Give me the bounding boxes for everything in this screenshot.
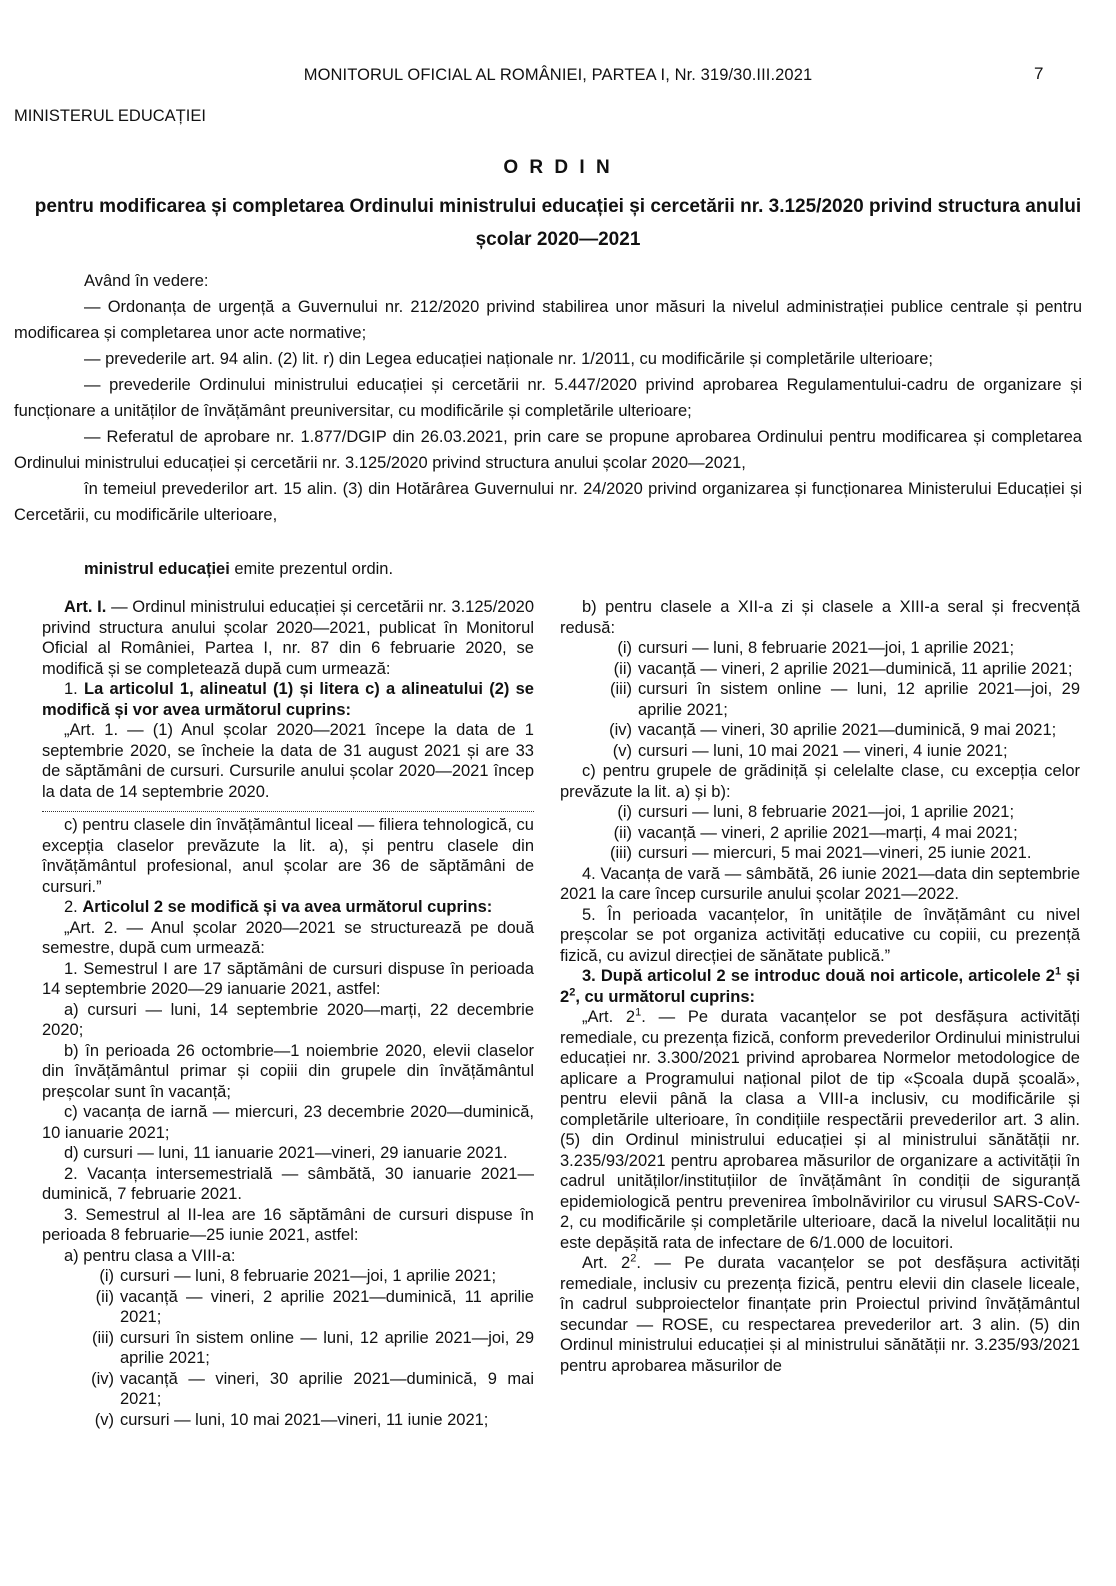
list-item <box>560 659 1080 680</box>
semester-1-b: b) în perioada 26 octombrie—1 noiembrie 2020, elevii claselor din învățământul primar și copiii din grupele din învățământul preșcolar sunt în vacanță; <box>42 1041 534 1101</box>
item-text: cursuri — luni, 8 februarie 2021—joi, 1 aprilie 2021; <box>638 803 1015 821</box>
article-text: — Ordinul ministrului educației și cercetării nr. 3.125/2020 privind structura anului școlar 2020—2021, publicat în Monitorul Oficial al României, Partea I, nr. 87 din 6 februarie 2020, se modifică și se completează după cum urmează: <box>42 598 534 678</box>
item-text: cursuri în sistem online — luni, 12 aprilie 2021—joi, 29 aprilie 2021; <box>638 680 1080 719</box>
point-heading: , cu următorul cuprins: <box>575 987 755 1006</box>
issuing-ministry: MINISTERUL EDUCAȚIEI <box>14 107 206 125</box>
item-number: (ii) <box>613 659 632 678</box>
semester-1-a: a) cursuri — luni, 14 septembrie 2020—marți, 22 decembrie 2020; <box>42 1000 534 1039</box>
list-item <box>42 1369 534 1410</box>
summer-break: 4. Vacanța de vară — sâmbătă, 26 iunie 2021—data din septembrie 2021 la care încep cursurile anului școlar 2021—2022. <box>560 864 1080 903</box>
point-heading: Articolul 2 se modifică și va avea următorul cuprins: <box>82 898 493 916</box>
item-text: cursuri — luni, 10 mai 2021 — vineri, 4 iunie 2021; <box>638 741 1008 760</box>
dotted-separator <box>42 803 534 812</box>
semester-2-a: a) pentru clasa a VIII-a: <box>64 1246 236 1265</box>
item-text: vacanță — vineri, 2 aprilie 2021—marți, 4 mai 2021; <box>638 823 1018 842</box>
preamble-issuer <box>14 556 1082 582</box>
list-item <box>42 1410 534 1431</box>
preamble-item: — Ordonanța de urgență a Guvernului nr. 212/2020 privind stabilirea unor măsuri la nivelul administrației publice centrale și pentru modificarea și completarea unor acte normative; <box>14 298 1082 342</box>
item-number: (iii) <box>92 1328 114 1347</box>
item-number: (ii) <box>613 823 632 842</box>
article-label: „Art. 2 <box>582 1008 636 1026</box>
item-text: cursuri în sistem online — luni, 12 aprilie 2021—joi, 29 aprilie 2021; <box>120 1328 534 1367</box>
item-text: cursuri — luni, 10 mai 2021—vineri, 11 iunie 2021; <box>120 1410 489 1429</box>
left-column <box>42 597 534 1430</box>
preamble-intro: Având în vedere: <box>84 272 209 290</box>
item-number: (iii) <box>610 844 632 862</box>
item-text: vacanță — vineri, 2 aprilie 2021—duminică, 11 aprilie 2021; <box>638 659 1073 678</box>
item-number: (v) <box>94 1410 114 1429</box>
issuer-bold: ministrul educației <box>84 560 230 578</box>
semester-2-b: b) pentru clasele a XII-a zi și clasele a XIII-a seral și frecvență redusă: <box>560 598 1080 637</box>
item-text: cursuri — luni, 8 februarie 2021—joi, 1 aprilie 2021; <box>120 1267 497 1285</box>
point-heading: La articolul 1, alineatul (1) și litera c) a alineatului (2) se modifică și vor avea următorul cuprins: <box>42 680 534 719</box>
issuer-rest: emite prezentul ordin. <box>229 560 394 578</box>
list-item <box>42 1328 534 1369</box>
list-item <box>560 741 1080 762</box>
quote-art1-c: c) pentru clasele din învățământul liceal — filiera tehnologică, cu excepția claselor prevăzute la lit. a), și pentru clasele din învățământul profesional, anul școlar are 36 de săptămâni de cursuri.” <box>42 816 534 896</box>
quote-art1: „Art. 1. — (1) Anul școlar 2020—2021 începe la data de 1 septembrie 2020, se încheie la data de 31 august 2021 și are 33 de săptămâni de cursuri. Cursurile anului școlar 2020—2021 încep la data de 14 septembrie 2020. <box>42 721 534 801</box>
point-1 <box>42 679 534 720</box>
gazette-header: MONITORUL OFICIAL AL ROMÂNIEI, PARTEA I, Nr. 319/30.III.2021 <box>303 66 813 84</box>
article-2-1 <box>560 1007 1080 1253</box>
point-number: 2. <box>64 898 83 916</box>
item-number: (i) <box>99 1267 114 1285</box>
right-column <box>560 597 1080 1376</box>
item-number: (i) <box>617 639 632 657</box>
article-label: Art. I. <box>64 598 107 616</box>
list-item <box>560 823 1080 844</box>
preamble-item: — Referatul de aprobare nr. 1.877/DGIP din 26.03.2021, prin care se propune aprobarea Ordinului pentru modificarea și completarea Ordinului ministrului educației și cercetării nr. 3.125/2020 privind structura anului școlar 2020—2021, <box>14 428 1082 472</box>
article-1 <box>42 597 534 679</box>
list-item <box>560 638 1080 659</box>
item-text: vacanță — vineri, 30 aprilie 2021—duminică, 9 mai 2021; <box>120 1369 534 1408</box>
item-number: (iv) <box>609 721 632 739</box>
item-text: cursuri — luni, 8 februarie 2021—joi, 1 aprilie 2021; <box>638 639 1015 657</box>
article-text: . — Pe durata vacanțelor se pot desfășura activități remediale, inclusiv cu prezența fizică, pentru elevii din clasele liceale, în cadrul subproiectelor finanțate prin Proiectul privind învățământul secundar — ROSE, cu respectarea prevederilor art. 3 alin. (5) din Ordinul ministrului educației și al ministrului sănătății nr. 3.235/93/2021 pentru aprobarea măsurilor de <box>560 1254 1081 1375</box>
semester-1-c: c) vacanța de iarnă — miercuri, 23 decembrie 2020—duminică, 10 ianuarie 2021; <box>42 1103 534 1142</box>
point-number: 1. <box>64 680 84 698</box>
document-subtitle: pentru modificarea și completarea Ordinului ministrului educației și cercetării nr. 3.125/2020 privind structura anului școlar 2020—2021 <box>34 196 1082 250</box>
preamble-item: — prevederile Ordinului ministrului educației și cercetării nr. 5.447/2020 privind aprobarea Regulamentului-cadru de organizare și funcționare a unităților de învățământ preuniversitar, cu modificările și completările ulterioare; <box>14 376 1082 420</box>
preamble-basis: în temeiul prevederilor art. 15 alin. (3) din Hotărârea Guvernului nr. 24/2020 privind organizarea și funcționarea Ministerului Educației și Cercetării, cu modificările ulterioare, <box>14 480 1082 524</box>
item-number: (i) <box>617 803 632 821</box>
intersemester-break: 2. Vacanța intersemestrială — sâmbătă, 30 ianuarie 2021—duminică, 7 februarie 2021. <box>42 1164 534 1203</box>
item-number: (ii) <box>95 1287 114 1306</box>
point-heading: și 2 <box>560 967 1080 1006</box>
item-number: (v) <box>612 741 632 760</box>
item-text: cursuri — miercuri, 5 mai 2021—vineri, 25 iunie 2021. <box>638 844 1032 862</box>
superscript: 1 <box>1054 965 1062 978</box>
article-2-2 <box>560 1253 1080 1376</box>
semester-1-d: d) cursuri — luni, 11 ianuarie 2021—vineri, 29 ianuarie 2021. <box>64 1144 508 1162</box>
article-label: Art. 2 <box>582 1254 631 1272</box>
semester-1: 1. Semestrul I are 17 săptămâni de cursuri dispuse în perioada 14 septembrie 2020—29 ianuarie 2021, astfel: <box>42 959 534 998</box>
list-item <box>560 802 1080 823</box>
document-type: O R D I N <box>503 157 613 178</box>
item-text: vacanță — vineri, 30 aprilie 2021—duminică, 9 mai 2021; <box>638 721 1057 739</box>
preschool-activities: 5. În perioada vacanțelor, în unitățile de învățământ cu nivel preșcolar se pot organiza activități educative cu copiii, cu prezență fizică, cu avizul direcției de sănătate publică.” <box>560 905 1080 965</box>
item-number: (iv) <box>91 1369 114 1388</box>
list-item <box>560 679 1080 720</box>
item-number: (iii) <box>610 680 632 698</box>
point-3 <box>560 966 1080 1007</box>
page-number: 7 <box>1034 64 1044 83</box>
superscript: 1 <box>635 1006 642 1019</box>
semester-2-c: c) pentru grupele de grădiniță și celelalte clase, cu excepția celor prevăzute la lit. a) și b): <box>560 762 1080 801</box>
superscript: 2 <box>630 1252 637 1265</box>
list-item <box>560 843 1080 864</box>
article-text: . — Pe durata vacanțelor se pot desfășura activități remediale, cu prezența fizică, conform prevederilor Ordinului ministrului educației nr. 3.300/2021 privind aprobarea Normelor metodologice de aplicare a Programului național pilot de tip «Școala după școală», pentru elevii până la clasa a VIII-a inclusiv, cu modificările și completările ulterioare, în condițiile respectării prevederilor art. 3 alin. (5) din Ordinul ministrului educației și al ministrului sănătății nr. 3.235/93/2021 pentru aprobarea măsurilor de organizare a activității în cadrul unităților/instituțiilor de învățământ în condiții de siguranță epidemiologică pentru prevenirea îmbolnăvirilor cu virusul SARS-CoV-2, cu modificările și completările ulterioare, dacă la nivelul localității nu este depășită rata de infectare de 6/1.000 de locuitori. <box>560 1008 1080 1252</box>
point-2 <box>42 897 534 918</box>
list-item <box>560 720 1080 741</box>
item-text: vacanță — vineri, 2 aprilie 2021—duminică, 11 aprilie 2021; <box>120 1287 534 1326</box>
preamble <box>14 268 1082 582</box>
preamble-item: — prevederile art. 94 alin. (2) lit. r) din Legea educației naționale nr. 1/2011, cu modificările și completările ulterioare; <box>84 350 933 368</box>
quote-art2-intro: „Art. 2. — Anul școlar 2020—2021 se structurează pe două semestre, după cum urmează: <box>42 918 534 957</box>
list-item <box>42 1266 534 1287</box>
superscript: 2 <box>569 986 576 998</box>
semester-2: 3. Semestrul al II-lea are 16 săptămâni de cursuri dispuse în perioada 8 februarie—25 iunie 2021, astfel: <box>42 1205 534 1244</box>
point-heading: 3. După articolul 2 se introduc două noi articole, articolele 2 <box>582 967 1055 985</box>
list-item <box>42 1287 534 1328</box>
